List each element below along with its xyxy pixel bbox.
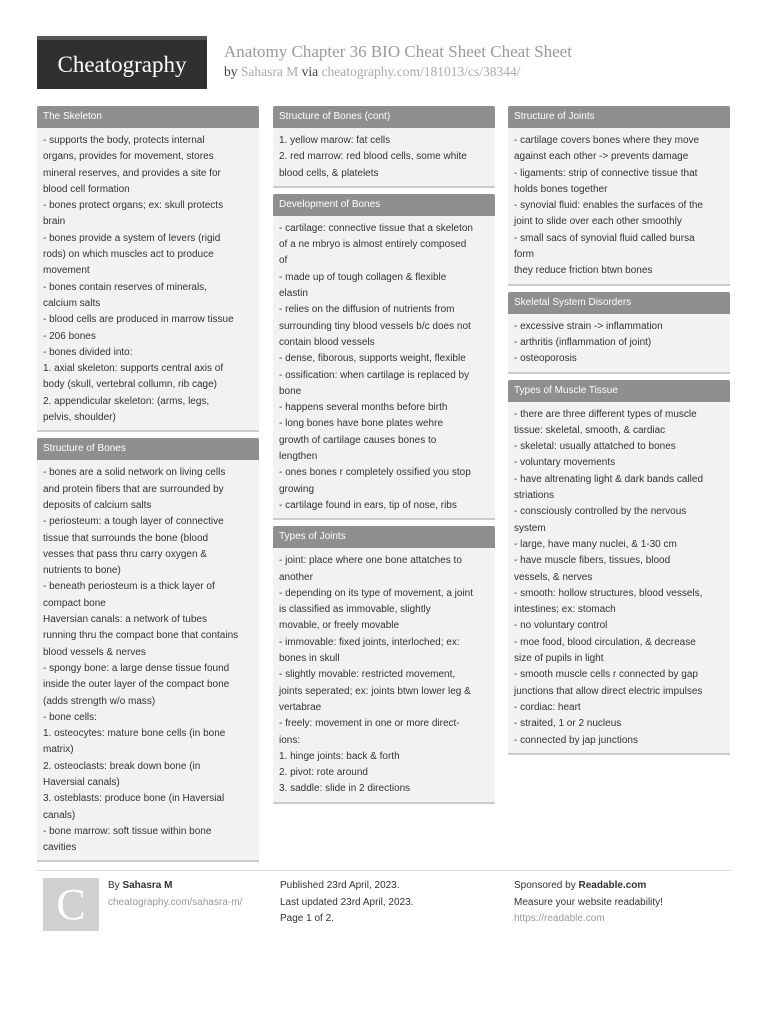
section-line: - voluntary movements [514,457,616,469]
section-card [37,438,259,862]
column-1 [37,106,259,868]
section-line: size of pupils in light [514,653,604,665]
section-line: - there are three different types of muscle [514,408,697,420]
section-title: Development of Bones [273,194,495,216]
section-line: inside the outer layer of the compact bone [43,679,230,691]
section-line: deposits of calcium salts [43,499,152,511]
section-line: tissue: skeletal, smooth, & cardiac [514,424,666,436]
section-line: mineral reserves, and provides a site for [43,167,221,179]
footer-author-url[interactable]: cheatography.com/sahasra-m/ [108,896,243,908]
footer-dates [280,878,413,928]
section-line: calcium salts [43,297,101,309]
section-line: tissue that surrounds the bone (blood [43,532,209,544]
section-card [273,106,495,188]
section-line: movable, or freely movable [279,620,400,632]
section-line: - moe food, blood circulation, & decrease [514,636,696,648]
section-line: - osteoporosis [514,353,577,365]
page-number: Page 1 of 2. [280,913,334,924]
section-line: - bones protect organs; ex: skull protects [43,200,224,212]
section-line: - cartilage covers bones where they move [514,135,700,146]
section-line: contain blood vessels [279,336,375,348]
author-avatar[interactable] [43,878,99,931]
page-title: Anatomy Chapter 36 BIO Cheat Sheet Cheat Sheet [224,42,572,61]
section-body [273,128,495,186]
section-body [508,402,730,753]
section-title: Structure of Joints [508,106,730,128]
section-line: - blood cells are produced in marrow tissue [43,314,234,326]
section-line: is classified as immovable, slightly [279,604,431,616]
section-line: and protein fibers that are surrounded by [43,483,224,495]
section-line: - spongy bone: a large dense tissue found [43,662,230,674]
section-line: - consciously controlled by the nervous [514,506,687,518]
section-line: 3. saddle: slide in 2 directions [279,783,411,795]
section-line: compact bone [43,597,106,609]
section-line: - beneath periosteum is a thick layer of [43,581,215,593]
cheatography-logo[interactable] [37,36,207,89]
section-line: - bones provide a system of levers (rigid [43,232,221,244]
section-line: form [514,249,534,261]
footer-divider [37,870,731,871]
section-line: - connected by jap junctions [514,734,638,746]
section-line: - synovial fluid: enables the surfaces of the [514,200,703,212]
sheet-url-link[interactable]: cheatography.com/181013/cs/38344/ [321,64,521,79]
section-line: 2. pivot: rote around [279,767,368,779]
section-line: another [279,571,313,583]
section-line: - supports the body, protects internal [43,135,205,146]
section-title: Structure of Bones (cont) [273,106,495,128]
section-line: 1. axial skeleton: supports central axis of [43,363,224,375]
section-line: ions: [279,734,301,746]
section-line: intestines; ex: stomach [514,604,616,616]
section-line: growth of cartilage causes bones to [279,434,437,446]
section-line: - depending on its type of movement, a joint [279,587,474,599]
section-line: blood vessels & nerves [43,646,146,658]
section-line: nutrients to bone) [43,565,121,577]
section-line: elastin [279,288,308,300]
section-line: - made up of tough collagen & flexible [279,271,447,283]
footer-author [108,878,242,911]
logo-text: Cheatography [57,51,187,77]
section-line: bones in skull [279,653,340,665]
section-line: - bones are a solid network on living cells [43,467,226,479]
section-line: running thru the compact bone that contains [43,630,239,642]
section-line: - smooth: hollow structures, blood vessels, [514,587,703,599]
section-line: joints seperated; ex: joints btwn lower leg & [279,685,471,697]
section-line: Haversian canals: a network of tubes [43,614,207,626]
section-line: - ligaments: strip of connective tissue that [514,167,698,179]
section-line: 2. osteoclasts: break down bone (in [43,760,201,772]
updated-date: Last updated 23rd April, 2023. [280,896,414,908]
section-line: - freely: movement in one or more direct- [279,718,460,730]
section-line: against each other -> prevents damage [514,151,689,163]
section-line: vesses that pass thru carry oxygen & [43,548,207,560]
section-line: system [514,522,546,534]
section-title: The Skeleton [37,106,259,128]
section-line: 1. hinge joints: back & forth [279,750,400,762]
section-title: Skeletal System Disorders [508,292,730,314]
section-line: - 206 bones [43,330,96,342]
section-line: - immovable: fixed joints, interloched; ex: [279,636,460,648]
published-date: Published 23rd April, 2023. [280,880,400,891]
section-line: bone [279,385,302,397]
section-title: Types of Joints [273,526,495,548]
section-line: joint to slide over each other smoothly [514,216,682,228]
section-card [273,194,495,520]
section-line: Haversial canals) [43,776,120,788]
section-body [273,548,495,801]
section-line: 1. osteocytes: mature bone cells (in bone [43,728,226,740]
section-line: - dense, fiborous, supports weight, flexible [279,353,466,365]
section-line: movement [43,265,90,277]
section-line: growing [279,483,315,495]
section-line: - small sacs of synovial fluid called bursa [514,232,695,244]
section-line: - bone marrow: soft tissue within bone [43,825,212,837]
section-title: Types of Muscle Tissue [508,380,730,402]
section-line: pelvis, shoulder) [43,412,116,424]
section-line: cavities [43,842,77,854]
section-line: - large, have many nuclei, & 1-30 cm [514,538,677,550]
section-line: - bones contain reserves of minerals, [43,281,207,293]
section-line: canals) [43,809,76,821]
section-line: 2. appendicular skeleton: (arms, legs, [43,395,210,407]
section-line: organs, provides for movement, stores [43,151,214,163]
section-line: - ossification: when cartilage is replaced by [279,369,470,381]
section-body [273,216,495,518]
section-line: - skeletal: usually attatched to bones [514,441,676,453]
section-body [37,460,259,860]
section-line: junctions that allow direct electric impulses [514,685,703,697]
section-line: - smooth muscle cells r connected by gap [514,669,698,681]
section-body [508,128,730,284]
section-line: body (skull, vertebral collumn, rib cage) [43,379,217,391]
section-body [37,128,259,430]
section-line: - ones bones r completely ossified you stop [279,467,471,479]
section-card [37,106,259,432]
byline-via: via [301,64,319,79]
column-3 [508,106,730,761]
sponsored-by: Sponsored by [514,880,576,891]
section-card [508,380,730,755]
section-line: - straited, 1 or 2 nucleus [514,718,622,730]
section-line: rods) on which muscles act to produce [43,249,214,261]
section-line: vessels, & nerves [514,571,593,583]
footer-author-name[interactable]: Sahasra M [122,880,173,891]
section-line: 2. red marrow: red blood cells, some white [279,151,467,163]
section-line: striations [514,490,555,502]
column-2 [273,106,495,810]
footer-by: By [108,880,120,891]
section-line: surrounding tiny blood vessels b/c does not [279,320,471,332]
section-line: - cordiac: heart [514,701,581,713]
section-line: - have muscle fibers, tissues, blood [514,555,671,567]
section-line: of a ne mbryo is almost entirely composed [279,239,467,251]
section-line: vertabrae [279,701,322,713]
section-line: they reduce friction btwn bones [514,265,653,277]
section-line: - periosteum: a tough layer of connective [43,516,224,528]
section-title: Structure of Bones [37,438,259,460]
section-card [508,292,730,374]
section-line: - excessive strain -> inflammation [514,320,663,332]
section-line: - cartilage: connective tissue that a skeleton [279,222,473,234]
section-line: matrix) [43,744,74,756]
section-line: - long bones have bone plates wehre [279,418,444,430]
section-line: - happens several months before birth [279,402,448,414]
section-line: - slightly movable: restricted movement, [279,669,456,681]
section-line: - bones divided into: [43,346,133,358]
author-link[interactable]: Sahasra M [240,64,299,79]
section-line: - joint: place where one bone attatches to [279,555,462,567]
section-line: blood cell formation [43,183,130,195]
section-line: of [279,255,288,267]
section-line: 1. yellow marow: fat cells [279,135,391,146]
section-line: - relies on the diffusion of nutrients from [279,304,455,316]
section-line: blood cells, & platelets [279,167,379,179]
footer-sponsor [514,878,663,928]
section-line: 3. osteblasts: produce bone (in Haversial [43,793,225,805]
byline [224,64,520,80]
section-line: - have altrenating light & dark bands called [514,473,704,485]
section-line: (adds strength w/o mass) [43,695,156,707]
avatar-letter: C [56,880,86,929]
section-line: holds bones together [514,183,608,195]
section-card [508,106,730,286]
section-line: - no voluntary control [514,620,608,632]
sponsor-tagline: Measure your website readability! [514,896,663,908]
sponsor-name[interactable]: Readable.com [578,880,647,891]
sponsor-url[interactable]: https://readable.com [514,913,605,924]
section-body [508,314,730,372]
section-line: - arthritis (inflammation of joint) [514,336,652,348]
section-line: - cartilage found in ears, tip of nose, ribs [279,499,457,511]
byline-by: by [224,64,238,79]
section-line: brain [43,216,66,228]
section-line: lengthen [279,451,318,463]
section-line: - bone cells: [43,711,97,723]
section-card [273,526,495,803]
